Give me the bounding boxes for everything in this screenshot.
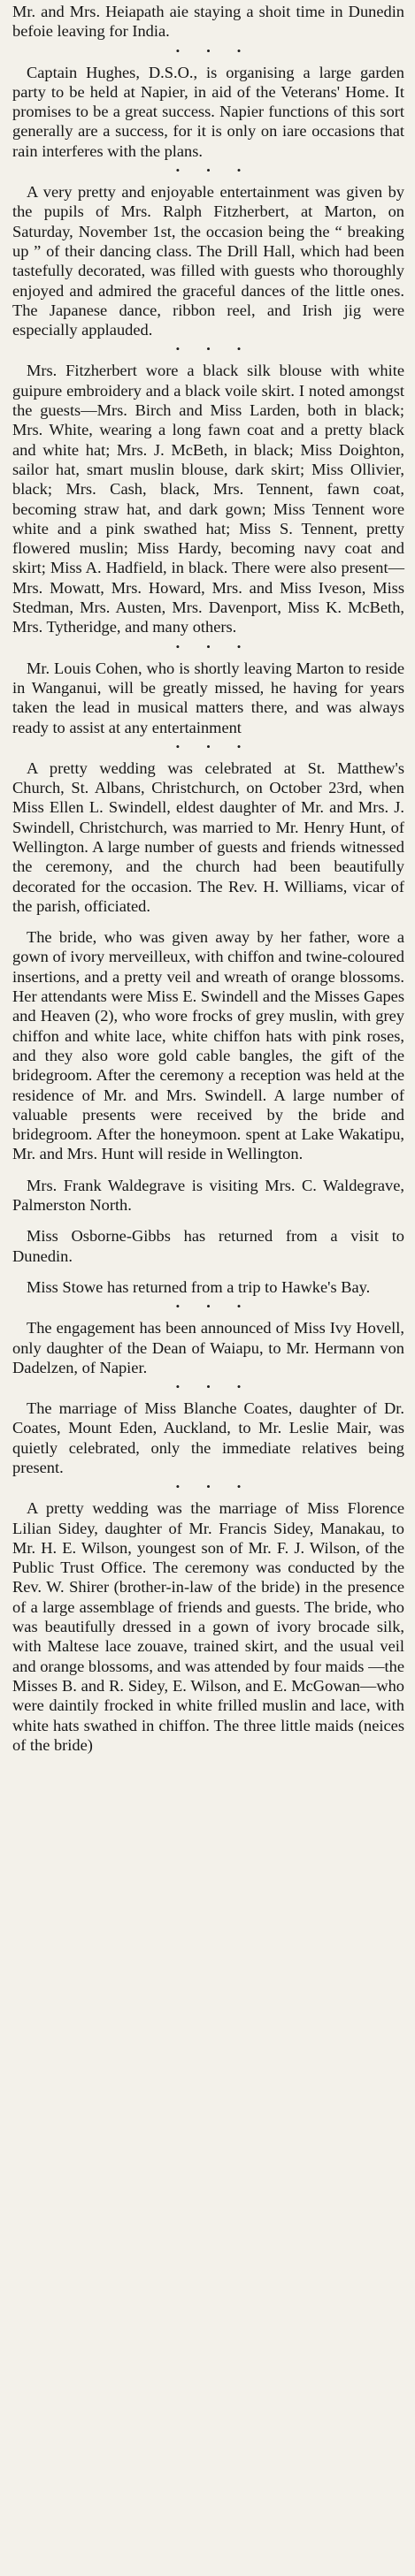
paragraph-bride-gown: The bride, who was given away by her father, wore a gown of ivory merveilleux, with chiffon and twine-coloured insertions, and a pretty veil and wreath of orange blossoms. Her attendants were Miss E. Swindell and the Misses Gapes and Heaven (2), who wore frocks of grey muslin, with grey chiffon and white lace, white chiffon hats with pink roses, and they also wore gold cable bangles, the gift of the bridegroom. After the ceremony a reception was held at the residence of Mr. and Mrs. Swindell. A large number of valuable presents were received by the bride and bridegroom. After the honeymoon. spent at Lake Wakatipu, Mr. and Mrs. Hunt will reside in Wellington. (12, 928, 404, 1163)
paragraph-osborne-gibbs: Miss Osborne-Gibbs has returned from a visit to Dunedin. (12, 1227, 404, 1265)
paragraph-guest-dresses: Mrs. Fitzherbert wore a black silk blouse with white guipure embroidery and a black voile skirt. I noted amongst the guests—Mrs. Birch and Miss Larden, both in black; Mrs. White, wearing a long fawn coat and a pretty black and white hat; Mrs. J. McBeth, in black; Miss Doighton, sailor hat, smart muslin blouse, dark skirt; Miss Ollivier, black; Mrs. Cash, black, Mrs. Tennent, fawn coat, becoming straw hat, and dark gown; Miss Tennent wore white and a pink swathed hat; Miss S. Tennent, pretty flowered muslin; Miss Hardy, becoming navy coat and skirt; Miss A. Hadfield, in black. There were also present—Mrs. Mowatt, Mrs. Howard, Mrs. and Miss Iveson, Miss Stedman, Mrs. Austen, Mrs. Davenport, Miss K. McBeth, Mrs. Tytheridge, and many others. (12, 362, 404, 636)
paragraph-gap (12, 1266, 404, 1277)
section-separator: ••• (175, 342, 268, 356)
paragraph-hovell-engagement: The engagement has been announced of Miss Ivy Hovell, only daughter of the Dean of Waiapu, to Mr. Hermann von Dadelzen, of Napier. (12, 1319, 404, 1376)
paragraph-gap (12, 1215, 404, 1226)
section-separator: ••• (175, 739, 268, 753)
paragraph-gap (12, 916, 404, 927)
section-separator: ••• (175, 1480, 268, 1494)
section-separator: ••• (175, 639, 268, 653)
paragraph-gap (12, 1164, 404, 1176)
paragraph-garden-party: Captain Hughes, D.S.O., is organising a large garden party to be held at Napier, in aid of the Veterans' Home. It promises to be a great success. Napier functions of this sort generally are a success, for it is only on iare occasions that rain interferes with the plans. (12, 63, 404, 160)
section-separator: ••• (175, 1299, 268, 1314)
paragraph-stowe: Miss Stowe has returned from a trip to Hawke's Bay. (27, 1277, 371, 1296)
paragraph-heiapath: Mr. and Mrs. Heiapath aie staying a shoit time in Dunedin befoie leaving for India. (12, 3, 404, 41)
section-separator: ••• (175, 1380, 268, 1394)
section-separator: ••• (175, 164, 268, 178)
paragraph-coates-marriage: The marriage of Miss Blanche Coates, daughter of Dr. Coates, Mount Eden, Auckland, to Mr. Leslie Mair, was quietly celebrated, only the immediate relatives being present. (12, 1399, 404, 1476)
paragraph-swindell-wedding: A pretty wedding was celebrated at St. Matthew's Church, St. Albans, Christchurch, on October 23rd, when Miss Ellen L. Swindell, eldest daughter of Mr. and Mrs. J. Swindell, Christchurch, was married to Mr. Henry Hunt, of Wellington. A large number of guests and friends witnessed the ceremony, and the church had been beautifully decorated for the occasion. The Rev. H. Williams, vicar of the parish, officiated. (12, 758, 404, 915)
paragraph-sidey-wedding: A pretty wedding was the marriage of Miss Florence Lilian Sidey, daughter of Mr. Francis Sidey, Manakau, to Mr. H. E. Wilson, youngest son of Mr. F. J. Wilson, of the Public Trust Office. The ceremony was conducted by the Rev. W. Shirer (brother-in-law of the bride) in the presence of a large assemblage of friends and guests. The bride, who was beautifully dressed in a gown of ivory brocade silk, with Maltese lace zouave, trained skirt, and the usual veil and orange blossoms, and was attended by four maids —the Misses B. and R. Sidey, E. Wilson, and E. McGowan—who were daintily frocked in white frilled muslin and lace, with white hats swathed in chiffon. The three little maids (neices of the bride) (12, 1499, 404, 1754)
paragraph-dancing-entertainment: A very pretty and enjoyable entertainment was given by the pupils of Mrs. Ralph Fitzherbert, at Marton, on Saturday, November 1st, the occasion being the “ breaking up ” of their dancing class. The Drill Hall, which had been tastefully decorated, was filled with guests who thoroughly enjoyed and admired the graceful dances of the little ones. The Japanese dance, ribbon reel, and Irish jig were especially applauded. (12, 183, 404, 339)
paragraph-louis-cohen: Mr. Louis Cohen, who is shortly leaving Marton to reside in Wanganui, will be greatly missed, he having for years taken the lead in musical matters there, and was always ready to assist at any entertainment (12, 659, 404, 736)
paragraph-waldegrave: Mrs. Frank Waldegrave is visiting Mrs. C. Waldegrave, Palmerston North. (12, 1176, 404, 1215)
section-separator: ••• (175, 43, 268, 57)
